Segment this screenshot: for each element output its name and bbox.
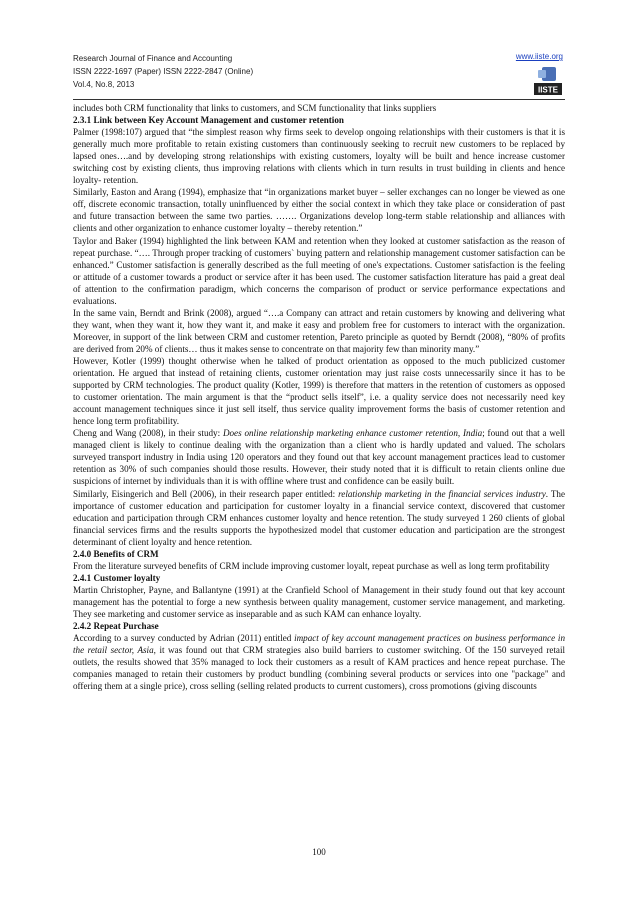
paragraph: Similarly, Eisingerich and Bell (2006), in their research paper entitled: relationship marketing in the financial services industry. The importance of customer education and participation for customer loyalty in a financial service context, discovered that customer education and participation through CRM enhances customer loyalty and hence retention. The study surveyed 1 260 clients of global financial services firms and the results supports the hypothesized model that customer education and participation are the strongest determinant of client loyalty and hence retention.	[73, 488, 565, 547]
italic-title: relationship marketing in the financial services industry	[338, 488, 546, 499]
article-body	[73, 102, 565, 692]
paragraph: Taylor and Baker (1994) highlighted the link between KAM and retention when they looked at customer satisfaction as the reason of repeat purchase. “…. Through proper tracking of customers` buying pattern and relationship management customer satisfaction can be enhanced.” Customer satisfaction is generally described as the full meeting of one's expectations. Customer satisfaction is the feeling or attitude of a customer towards a product or service after it has been used. The customer satisfaction literature has paid a great deal of attention to the confirmation paradigm, which concerns the comparison of product or service performance expectations and evaluations.	[73, 235, 565, 306]
volume-line: Vol.4, No.8, 2013	[73, 80, 135, 89]
journal-url-link[interactable]: www.iiste.org	[515, 52, 563, 61]
paragraph: Cheng and Wang (2008), in their study: Does online relationship marketing enhance customer retention, India; found out that a well managed client is likely to continue dealing with the organization than a client who is hardly updated and valued. The scholars surveyed transport industry in India using 120 operators and they found out that key account management practices lead to customer retention as 30% of such companies should those results. However, their study noted that it is difficult to retain clients online due suspicions of internet by individuals than it is with offline where trust and confidence can be easily built.	[73, 428, 566, 487]
page-number: 100	[312, 847, 326, 857]
paragraph: Martin Christopher, Payne, and Ballantyne (1991) at the Cranfield School of Management in their study found out that key account management has the potential to forge a new synthesis between quality management, customer service management, and marketing. They see marketing and customer service as inseparable and as such KAM can enhance loyalty.	[73, 584, 565, 619]
section-heading: 2.4.1 Customer loyalty	[73, 572, 161, 583]
section-heading: 2.3.1 Link between Key Account Management and customer retention	[73, 115, 344, 126]
paragraph: However, Kotler (1999) thought otherwise when he talked of product orientation as opposed to the much publicized customer orientation. He argued that instead of retaining clients, customer orientation may just raise costs unnecessarily since it has to be supported by CRM technologies. The product quality (Kotler, 1999) is therefore that matters in the retention of customers as opposed to customer orientation. The main argument is that the “product sells itself”, i.e. a quality service does not necessarily need key account management techniques since it just sell itself, thus service quality improvement forms the basis of customer retention and hence long term profitability.	[73, 355, 565, 427]
paragraph: Palmer (1998:107) argued that “the simplest reason why firms seek to develop ongoing relationships with their customers is that it is generally much more profitable to retain existing customers than continuously seeking to recruit new customers to be replaced by lapsed ones….and by developing strong relationships with existing customers, loyalty will be built and hence increase customer switching cost by existing clients, thus improving relations with clients which in turn results in trust building in clients and hence loyalty- retention.	[73, 127, 565, 186]
iiste-logo-icon	[533, 66, 563, 96]
paragraph: Similarly, Easton and Arang (1994), emphasize that “in organizations market buyer – seller exchanges can no longer be viewed as one off, discrete economic transaction, totally uninfluenced by either the social context in which they take place or consideration of past and future transaction between the same two parties. ……. Organizations develop long-term stable relationship and alliances with clients and other organization to enhance customer loyalty – thereby retention.”	[73, 187, 565, 234]
page-header	[73, 52, 565, 98]
italic-title: impact of key account management practices on business performance in the retail sector, Asia,	[73, 633, 565, 656]
journal-title: Research Journal of Finance and Accounting	[73, 54, 233, 63]
header-rule	[73, 99, 565, 100]
section-heading: 2.4.0 Benefits of CRM	[73, 548, 159, 559]
paragraph: In the same vain, Berndt and Brink (2008), argued “….a Company can attract and retain customers by knowing and delivering what they want, when they want it, how they want it, and make it easy and problem free for customers to interact with the organization. Moreover, in support of the link between CRM and customer retention, Pareto principle as quoted by Berndt (2008), “80% of profits are derived from 20% of clients… thus it makes sense to concentrate on that majority few than minority many.”	[73, 307, 565, 354]
paragraph: According to a survey conducted by Adrian (2011) entitled impact of key account management practices on business performance in the retail sector, Asia, it was found out that CRM strategies also build barriers to customer switching. Of the 150 surveyed retail outlets, the results showed that 35% managed to lock their customers as a result of KAM practices and hence repeat purchase. The companies managed to retain their customers by product bundling (combining several products or services into one "package" and offering them at a single price), cross selling (selling related products to current customers), cross promotions (giving discounts	[73, 633, 566, 692]
paragraph: From the literature surveyed benefits of CRM include improving customer loyalt, repeat purchase as well as long term profitability	[73, 560, 550, 571]
italic-title: Does online relationship marketing enhance customer retention, India	[222, 428, 483, 439]
logo-text: IISTE	[537, 85, 559, 95]
paragraph: includes both CRM functionality that links to customers, and SCM functionality that links suppliers	[73, 103, 437, 113]
issn-line: ISSN 2222-1697 (Paper) ISSN 2222-2847 (Online)	[73, 67, 254, 76]
section-heading: 2.4.2 Repeat Purchase	[73, 621, 159, 632]
